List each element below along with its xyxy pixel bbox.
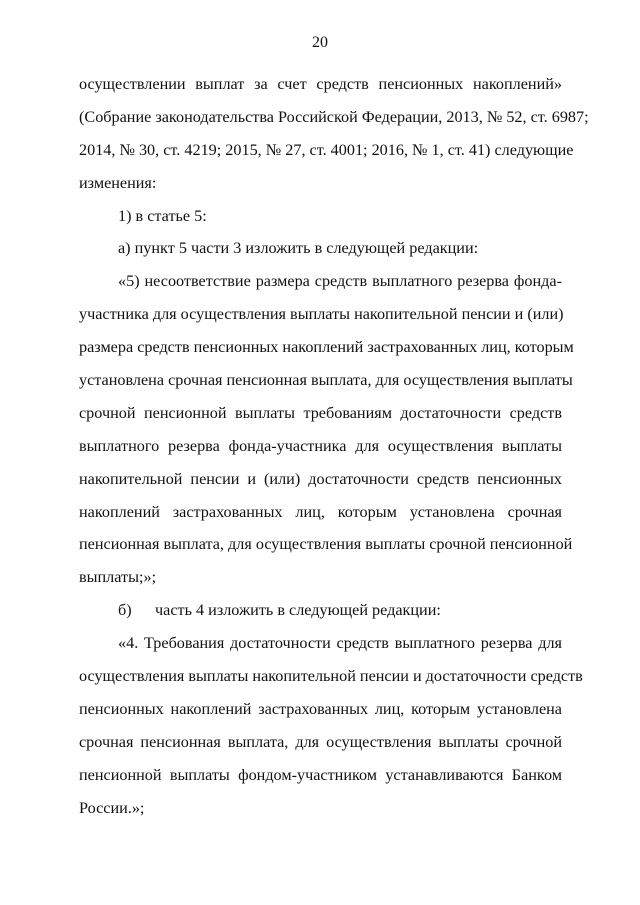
quote-line: выплатного резерва фонда-участника для осуществления выплаты [79,436,562,455]
sub-item-b [79,594,562,627]
quote-line: срочной пенсионной выплаты требованиям достаточности средств [79,403,562,422]
sub-item-a: а) пункт 5 части 3 изложить в следующей редакции: [118,239,479,258]
quote-line: размера средств пенсионных накоплений застрахованных лиц, которым [79,338,574,357]
quote-line: пенсионной выплаты фондом-участником устанавливаются Банком [79,765,562,784]
quote-line: пенсионных накоплений застрахованных лиц, которым установлена [79,699,562,718]
page-number: 20 [312,34,328,51]
quote-line: «5) несоответствие размера средств выплатного резерва фонда- [118,272,562,291]
document-body [79,68,589,824]
text-line: (Собрание законодательства Российской Федерации, 2013, № 52, ст. 6987; [79,107,589,126]
text-line: осуществлении выплат за счет средств пенсионных накоплений» [79,75,562,93]
sub-item-b-text: часть 4 изложить в следующей редакции: [155,601,441,620]
quote-line: накоплений застрахованных лиц, которым установлена срочная [79,502,562,521]
quote-line: «4. Требования достаточности средств выплатного резерва для [118,634,562,653]
list-item-1: 1) в статье 5: [118,206,207,225]
text-line: 2014, № 30, ст. 4219; 2015, № 27, ст. 4001; 2016, № 1, ст. 41) следующие [79,140,574,159]
quote-line: установлена срочная пенсионная выплата, для осуществления выплаты [79,371,573,390]
quote-line: осуществления выплаты накопительной пенсии и достаточности средств [79,667,583,686]
quote-line: срочная пенсионная выплата, для осуществления выплаты срочной [79,732,562,751]
quote-line: выплаты;»; [79,568,157,587]
quote-line: накопительной пенсии и (или) достаточности средств пенсионных [79,469,562,488]
sub-item-b-label: б) [118,601,132,620]
quote-line: России.»; [79,798,145,817]
quote-line: участника для осуществления выплаты накопительной пенсии и (или) [79,305,564,324]
quote-line: пенсионная выплата, для осуществления выплаты срочной пенсионной [79,535,573,554]
text-line: изменения: [79,173,157,192]
